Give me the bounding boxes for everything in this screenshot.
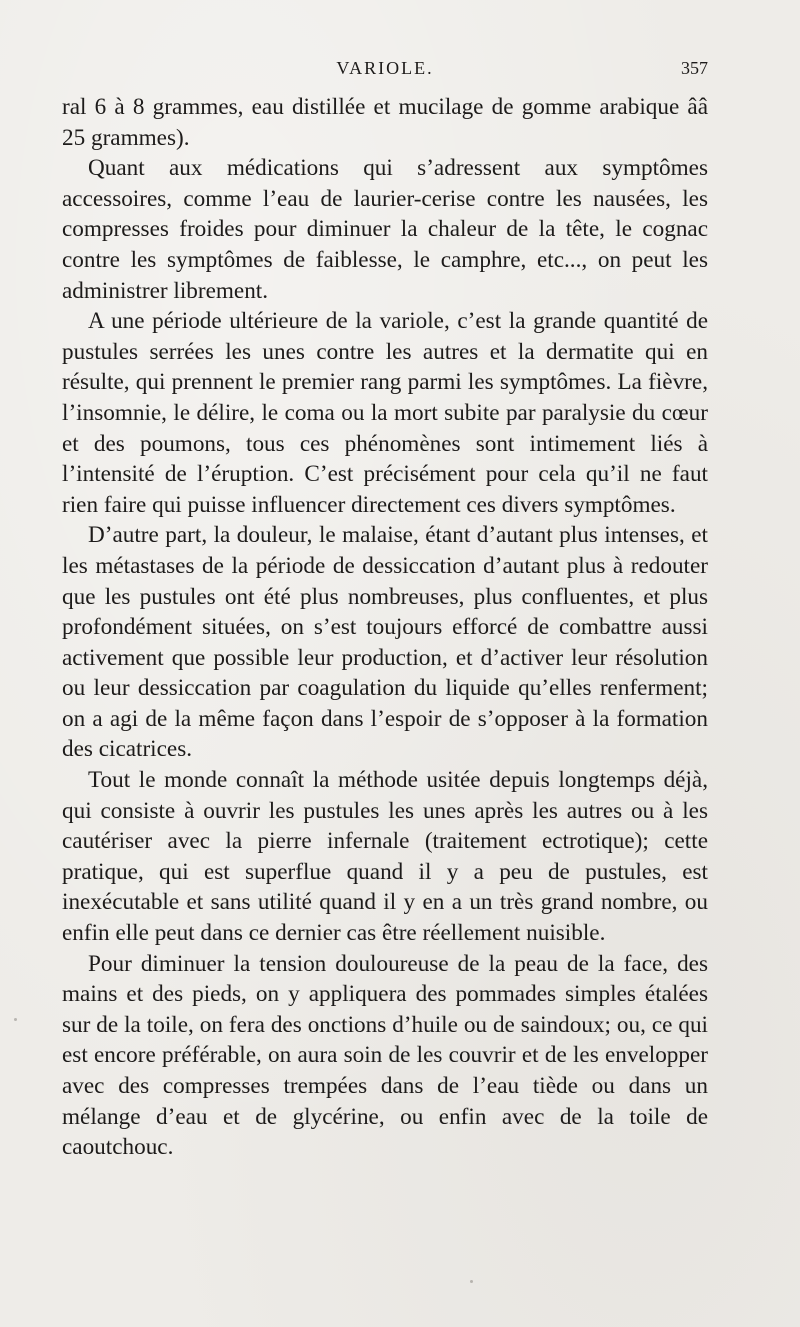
page-number: 357 xyxy=(681,58,708,78)
paragraph-later-period: A une période ultérieure de la variole, c’est la grande quantité de pustules serrées les unes contre les autres et la dermatite qui en résulte, qui prennent le premier rang parmi les symptômes. La fièvre, l’insomnie, le délire, le coma ou la mort subite par paralysie du cœur et des poumons, tous ces phénomènes sont intimement liés à l’intensité de l’éruption. C’est précisément pour cela qu’il ne faut rien faire qui puisse influencer directement ces divers symptômes. xyxy=(62,308,708,518)
paper-speck xyxy=(470,1280,473,1283)
paragraph-accessory-symptoms: Quant aux médications qui s’adressent aux symptômes accessoires, comme l’eau de laurier-cerise contre les nausées, les compresses froides pour diminuer la chaleur de la tête, le cognac contre les symptômes de faiblesse, le camphre, etc..., on peut les administrer librement. xyxy=(62,155,708,304)
paragraph-ectrotic-treatment: Tout le monde connaît la méthode usitée depuis longtemps déjà, qui consiste à ouvrir les pustules les unes après les autres ou à les cautériser avec la pierre infernale (traitement ectrotique); cette pratique, qui est superflue quand il y a peu de pustules, est inexécutable et sans utilité quand il y en a un très grand nombre, ou enfin elle peut dans ce dernier cas être réellement nuisible. xyxy=(62,767,708,947)
body-text xyxy=(62,92,708,1163)
paragraph-pain-and-malaise: D’autre part, la douleur, le malaise, étant d’autant plus intenses, et les métastases de la période de dessiccation d’autant plus à redouter que les pustules ont été plus nombreuses, plus confluentes, et plus profondément situées, on s’est toujours efforcé de combattre aussi activement que possible leur production, et d’activer leur résolution ou leur dessiccation par coagulation du liquide qu’elles renferment; on a agi de la même façon dans l’espoir de s’opposer à la formation des cicatrices. xyxy=(62,522,708,763)
paper-speck xyxy=(14,1018,17,1021)
running-title: VARIOLE. xyxy=(336,58,434,78)
paragraph-skin-tension: Pour diminuer la tension douloureuse de la peau de la face, des mains et des pieds, on y appliquera des pommades simples étalées sur de la toile, on fera des onctions d’huile ou de saindoux; ou, ce qui est encore préférable, on aura soin de les couvrir et de les envelopper avec des compresses trempées dans de l’eau tiède ou dans un mélange d’eau et de glycérine, ou enfin avec de la toile de caoutchouc. xyxy=(62,950,708,1161)
paragraph-continuation: ral 6 à 8 grammes, eau distillée et mucilage de gomme arabique ââ 25 grammes). xyxy=(62,94,708,151)
running-head xyxy=(62,58,708,82)
